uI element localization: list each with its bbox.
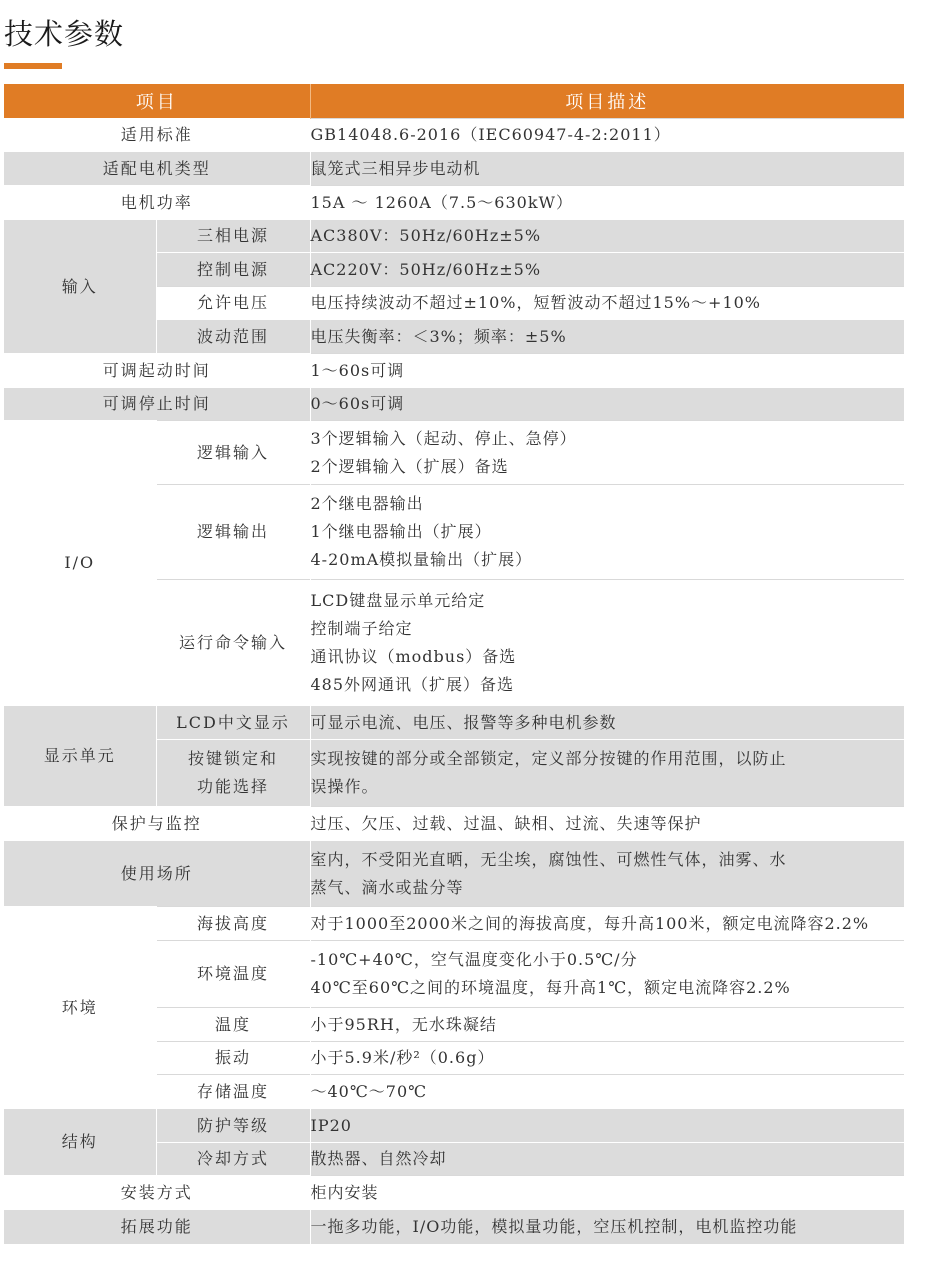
description-line: 40℃至60℃之间的环境温度，每升高1℃，额定电流降容2.2% — [310, 978, 791, 997]
sub-label: 冷却方式 — [156, 1143, 310, 1176]
row-description — [310, 740, 904, 807]
sub-label: 逻辑输入 — [156, 421, 310, 485]
row-description: 对于1000至2000米之间的海拔高度，每升高100米，额定电流降容2.2% — [310, 907, 904, 941]
group-label: I/O — [4, 421, 156, 706]
group-label: 输入 — [4, 220, 156, 354]
row-label: 适配电机类型 — [4, 152, 310, 186]
group-label: 结构 — [4, 1109, 156, 1176]
row-label: 适用标准 — [4, 119, 310, 152]
row-description — [310, 421, 904, 485]
spec-table — [4, 84, 904, 1244]
row-description: 柜内安装 — [310, 1176, 904, 1210]
description-line: 通讯协议（modbus）备选 — [310, 646, 517, 666]
description-line: -10℃+40℃，空气温度变化小于0.5℃/分 — [310, 950, 638, 969]
row-description: 可显示电流、电压、报警等多种电机参数 — [310, 706, 904, 740]
sub-label: 温度 — [156, 1008, 310, 1042]
header-item-description: 项目描述 — [310, 84, 904, 119]
sub-label: 允许电压 — [156, 287, 310, 320]
sub-label: 防护等级 — [156, 1109, 310, 1143]
sub-label: 存储温度 — [156, 1075, 310, 1109]
sub-label: 海拔高度 — [156, 907, 310, 941]
title-underline-bar — [4, 63, 62, 69]
row-label: 电机功率 — [4, 186, 310, 220]
sub-label-line: 按键锁定和 — [187, 749, 278, 768]
description-line: 控制端子给定 — [310, 618, 413, 638]
row-label: 使用场所 — [4, 841, 310, 907]
table-row — [4, 841, 904, 907]
row-description: 过压、欠压、过载、过温、缺相、过流、失速等保护 — [310, 807, 904, 841]
sub-label: 三相电源 — [156, 220, 310, 253]
sub-label: 振动 — [156, 1042, 310, 1075]
table-row — [4, 807, 904, 841]
description-line: 蒸气、滴水或盐分等 — [310, 877, 464, 897]
table-row — [4, 421, 904, 485]
row-description — [310, 580, 904, 706]
sub-label — [156, 740, 310, 807]
table-row — [4, 1109, 904, 1143]
description-line: 3个逻辑输入（起动、停止、急停） — [310, 428, 577, 448]
sub-label: 环境温度 — [156, 941, 310, 1008]
sub-label: 控制电源 — [156, 253, 310, 287]
row-description: ～40℃～70℃ — [310, 1075, 904, 1109]
table-row — [4, 1176, 904, 1210]
row-description: GB14048.6-2016（IEC60947-4-2:2011） — [310, 119, 904, 152]
row-description — [310, 841, 904, 907]
sub-label: 波动范围 — [156, 320, 310, 354]
row-description: 一拖多功能，I/O功能，模拟量功能，空压机控制，电机监控功能 — [310, 1210, 904, 1244]
group-label: 显示单元 — [4, 706, 156, 807]
sub-label-line: 功能选择 — [196, 777, 269, 796]
table-row — [4, 186, 904, 220]
group-label: 环境 — [4, 907, 156, 1109]
table-header-row — [4, 84, 904, 119]
table-row — [4, 152, 904, 186]
row-description: 电压失衡率：＜3%；频率：±5% — [310, 320, 904, 354]
header-item: 项目 — [4, 84, 310, 119]
row-description — [310, 941, 904, 1008]
row-description: 1～60s可调 — [310, 354, 904, 388]
table-row — [4, 907, 904, 941]
description-line: 485外网通讯（扩展）备选 — [310, 674, 515, 694]
description-line: 误操作。 — [310, 777, 379, 796]
description-line: 室内，不受阳光直晒，无尘埃，腐蚀性、可燃性气体，油雾、水 — [310, 849, 787, 869]
table-row — [4, 354, 904, 388]
row-description: 鼠笼式三相异步电动机 — [310, 152, 904, 186]
sub-label: 运行命令输入 — [156, 580, 310, 706]
row-label: 可调停止时间 — [4, 388, 310, 421]
table-row — [4, 119, 904, 152]
sub-label: 逻辑输出 — [156, 485, 310, 580]
row-description: 0～60s可调 — [310, 388, 904, 421]
table-row — [4, 220, 904, 253]
page-title: 技术参数 — [4, 17, 125, 51]
table-row — [4, 1210, 904, 1244]
row-description: 小于5.9米/秒²（0.6g） — [310, 1042, 904, 1075]
sub-label: LCD中文显示 — [156, 706, 310, 740]
table-row — [4, 388, 904, 421]
description-line: 4-20mA模拟量输出（扩展） — [310, 550, 533, 569]
row-description — [310, 485, 904, 580]
description-line: 2个继电器输出 — [310, 494, 424, 513]
row-description: AC380V：50Hz/60Hz±5% — [310, 220, 904, 253]
row-description: 电压持续波动不超过±10%，短暂波动不超过15%～+10% — [310, 287, 904, 320]
description-line: 2个逻辑输入（扩展）备选 — [310, 456, 509, 476]
row-label: 保护与监控 — [4, 807, 310, 841]
table-row — [4, 706, 904, 740]
row-description: 小于95RH，无水珠凝结 — [310, 1008, 904, 1042]
row-description: 15A ～ 1260A（7.5～630kW） — [310, 186, 904, 220]
row-label: 拓展功能 — [4, 1210, 310, 1244]
row-description: IP20 — [310, 1109, 904, 1143]
row-description: 散热器、自然冷却 — [310, 1143, 904, 1176]
row-label: 安装方式 — [4, 1176, 310, 1210]
row-label: 可调起动时间 — [4, 354, 310, 388]
description-line: LCD键盘显示单元给定 — [310, 590, 486, 610]
description-line: 实现按键的部分或全部锁定，定义部分按键的作用范围，以防止 — [310, 749, 787, 768]
description-line: 1个继电器输出（扩展） — [310, 522, 492, 541]
row-description: AC220V：50Hz/60Hz±5% — [310, 253, 904, 287]
